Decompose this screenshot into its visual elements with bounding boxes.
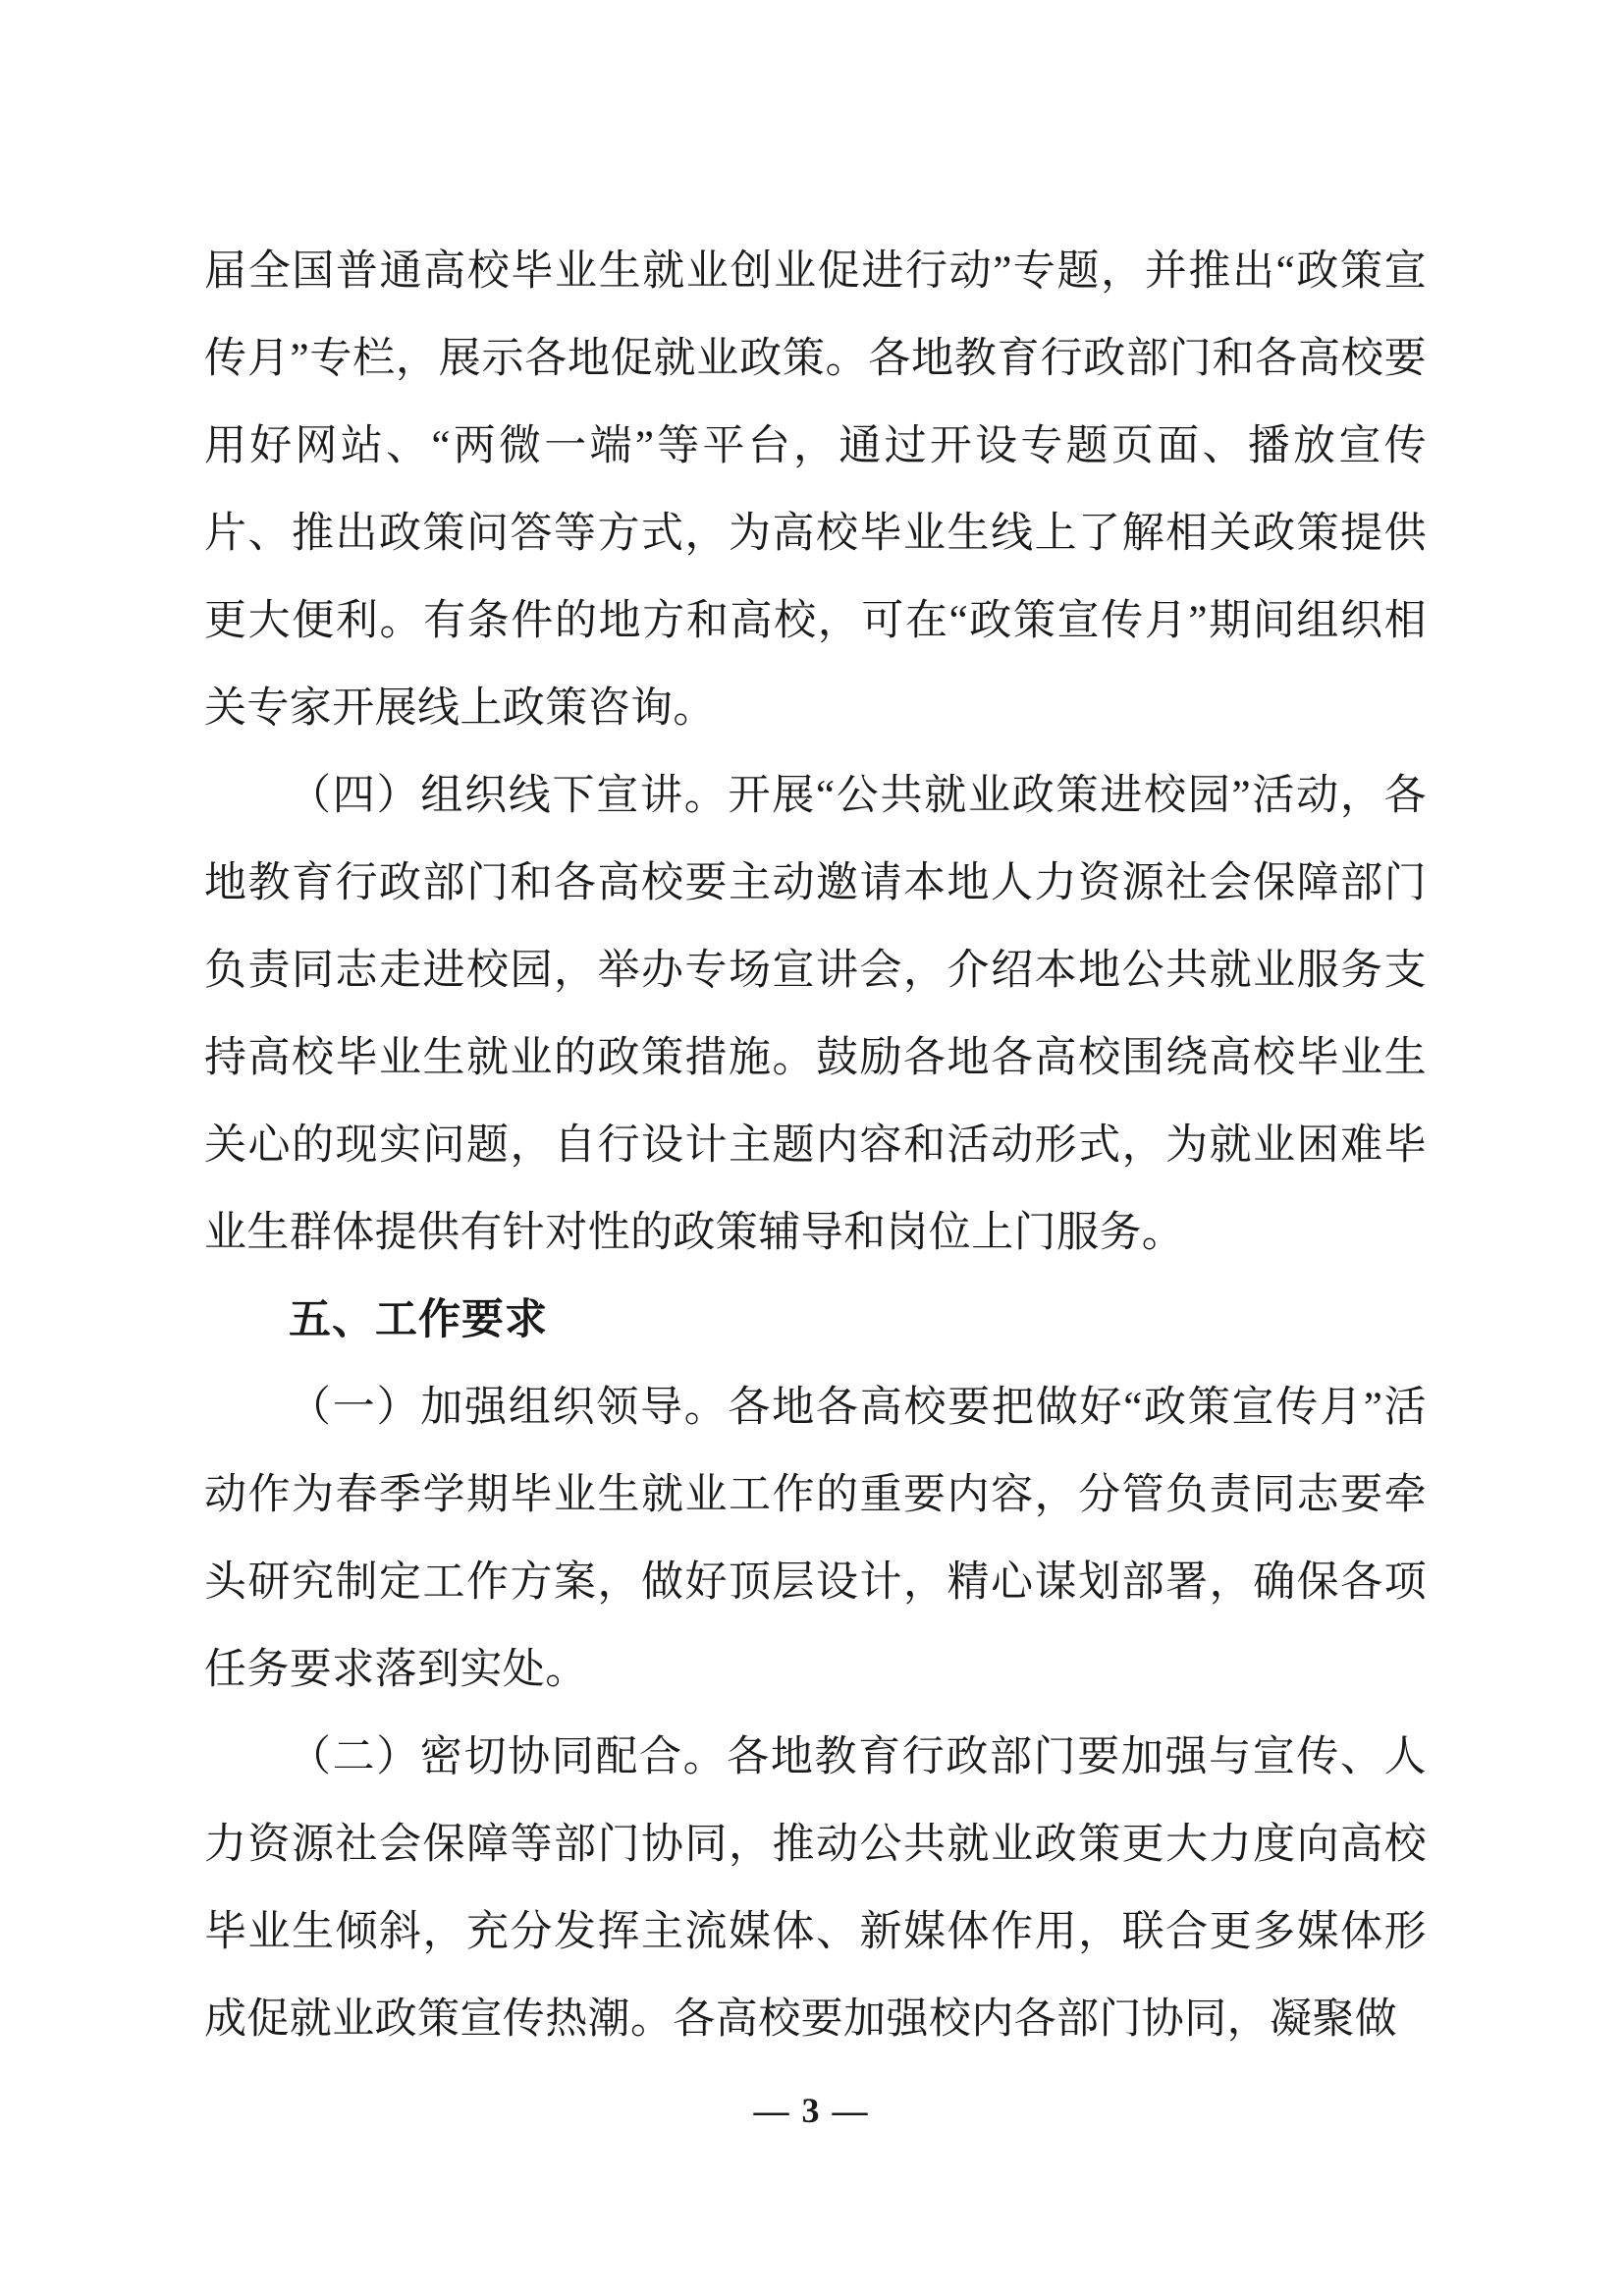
paragraph-requirement-two-close-coordination: （二）密切协同配合。各地教育行政部门要加强与宣传、人力资源社会保障等部门协同，推动公共就业政策更大力度向高校毕业生倾斜，充分发挥主流媒体、新媒体作用，联合更多媒体形成促就业政策宣传热潮。各高校要加强校内各部门协同，凝聚做 [204,1734,1427,2043]
paragraph-item-four-offline-lectures: （四）组织线下宣讲。开展“公共就业政策进校园”活动，各地教育行政部门和各高校要主动邀请本地人力资源社会保障部门负责同志走进校园，举办专场宣讲会，介绍本地公共就业服务支持高校毕业生就业的政策措施。鼓励各地各高校围绕高校毕业生关心的现实问题，自行设计主题内容和活动形式，为就业困难毕业生群体提供有针对性的政策辅导和岗位上门服务。 [204,773,1427,1256]
paragraph-continued-policy-publicity: 届全国普通高校毕业生就业创业促进行动”专题，并推出“政策宣传月”专栏，展示各地促就业政策。各地教育行政部门和各高校要用好网站、“两微一端”等平台，通过开设专题页面、播放宣传片、推出政策问答等方式，为高校毕业生线上了解相关政策提供更大便利。有条件的地方和高校，可在“政策宣传月”期间组织相关专家开展线上政策咨询。 [204,248,1427,732]
page-footer [0,2090,1623,2131]
paragraph-requirement-one-strengthen-leadership: （一）加强组织领导。各地各高校要把做好“政策宣传月”活动作为春季学期毕业生就业工作的重要内容，分管负责同志要牵头研究制定工作方案，做好顶层设计，精心谋划部署，确保各项任务要求落到实处。 [204,1385,1427,1693]
section-heading-work-requirements: 五、工作要求 [289,1295,548,1344]
page-number: — 3 — [753,2091,870,2130]
document-body [204,228,1427,2063]
